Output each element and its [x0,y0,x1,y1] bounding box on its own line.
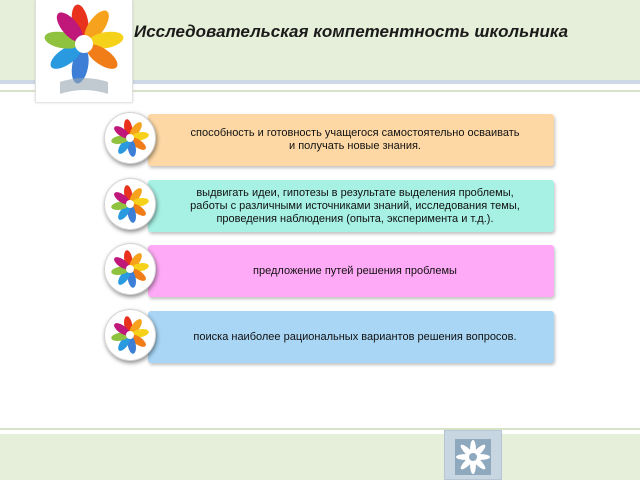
item-box [148,114,554,166]
footer-emblem [444,430,502,480]
item-box [148,245,554,297]
hands-icon [104,309,156,361]
page-title: Исследовательская компетентность школьника [134,22,569,41]
hands-icon [104,243,156,295]
hands-icon [104,112,156,164]
item-text: предложение путей решения проблемы [253,264,457,277]
item-text: поиска наиболее рациональных вариантов решения вопросов. [193,330,517,343]
item-box [148,180,554,232]
item-text: способность и готовность учащегося самостоятельно осваивать и получать новые знания. [190,127,520,152]
list-item [104,311,556,367]
logo-card [35,0,133,102]
item-text: выдвигать идеи, гипотезы в результате выделения проблемы, работы с различными источниками знаний, исследования темы, проведения наблюдения (опыта, эксперимента и т.д.). [190,186,520,225]
list-item [104,245,556,301]
hands-icon [104,178,156,230]
footer-band [0,434,640,480]
item-box [148,311,554,363]
snowflake-emblem-icon [455,439,491,475]
list-item [104,180,556,236]
hands-logo-icon [40,4,128,98]
list-item [104,114,556,170]
